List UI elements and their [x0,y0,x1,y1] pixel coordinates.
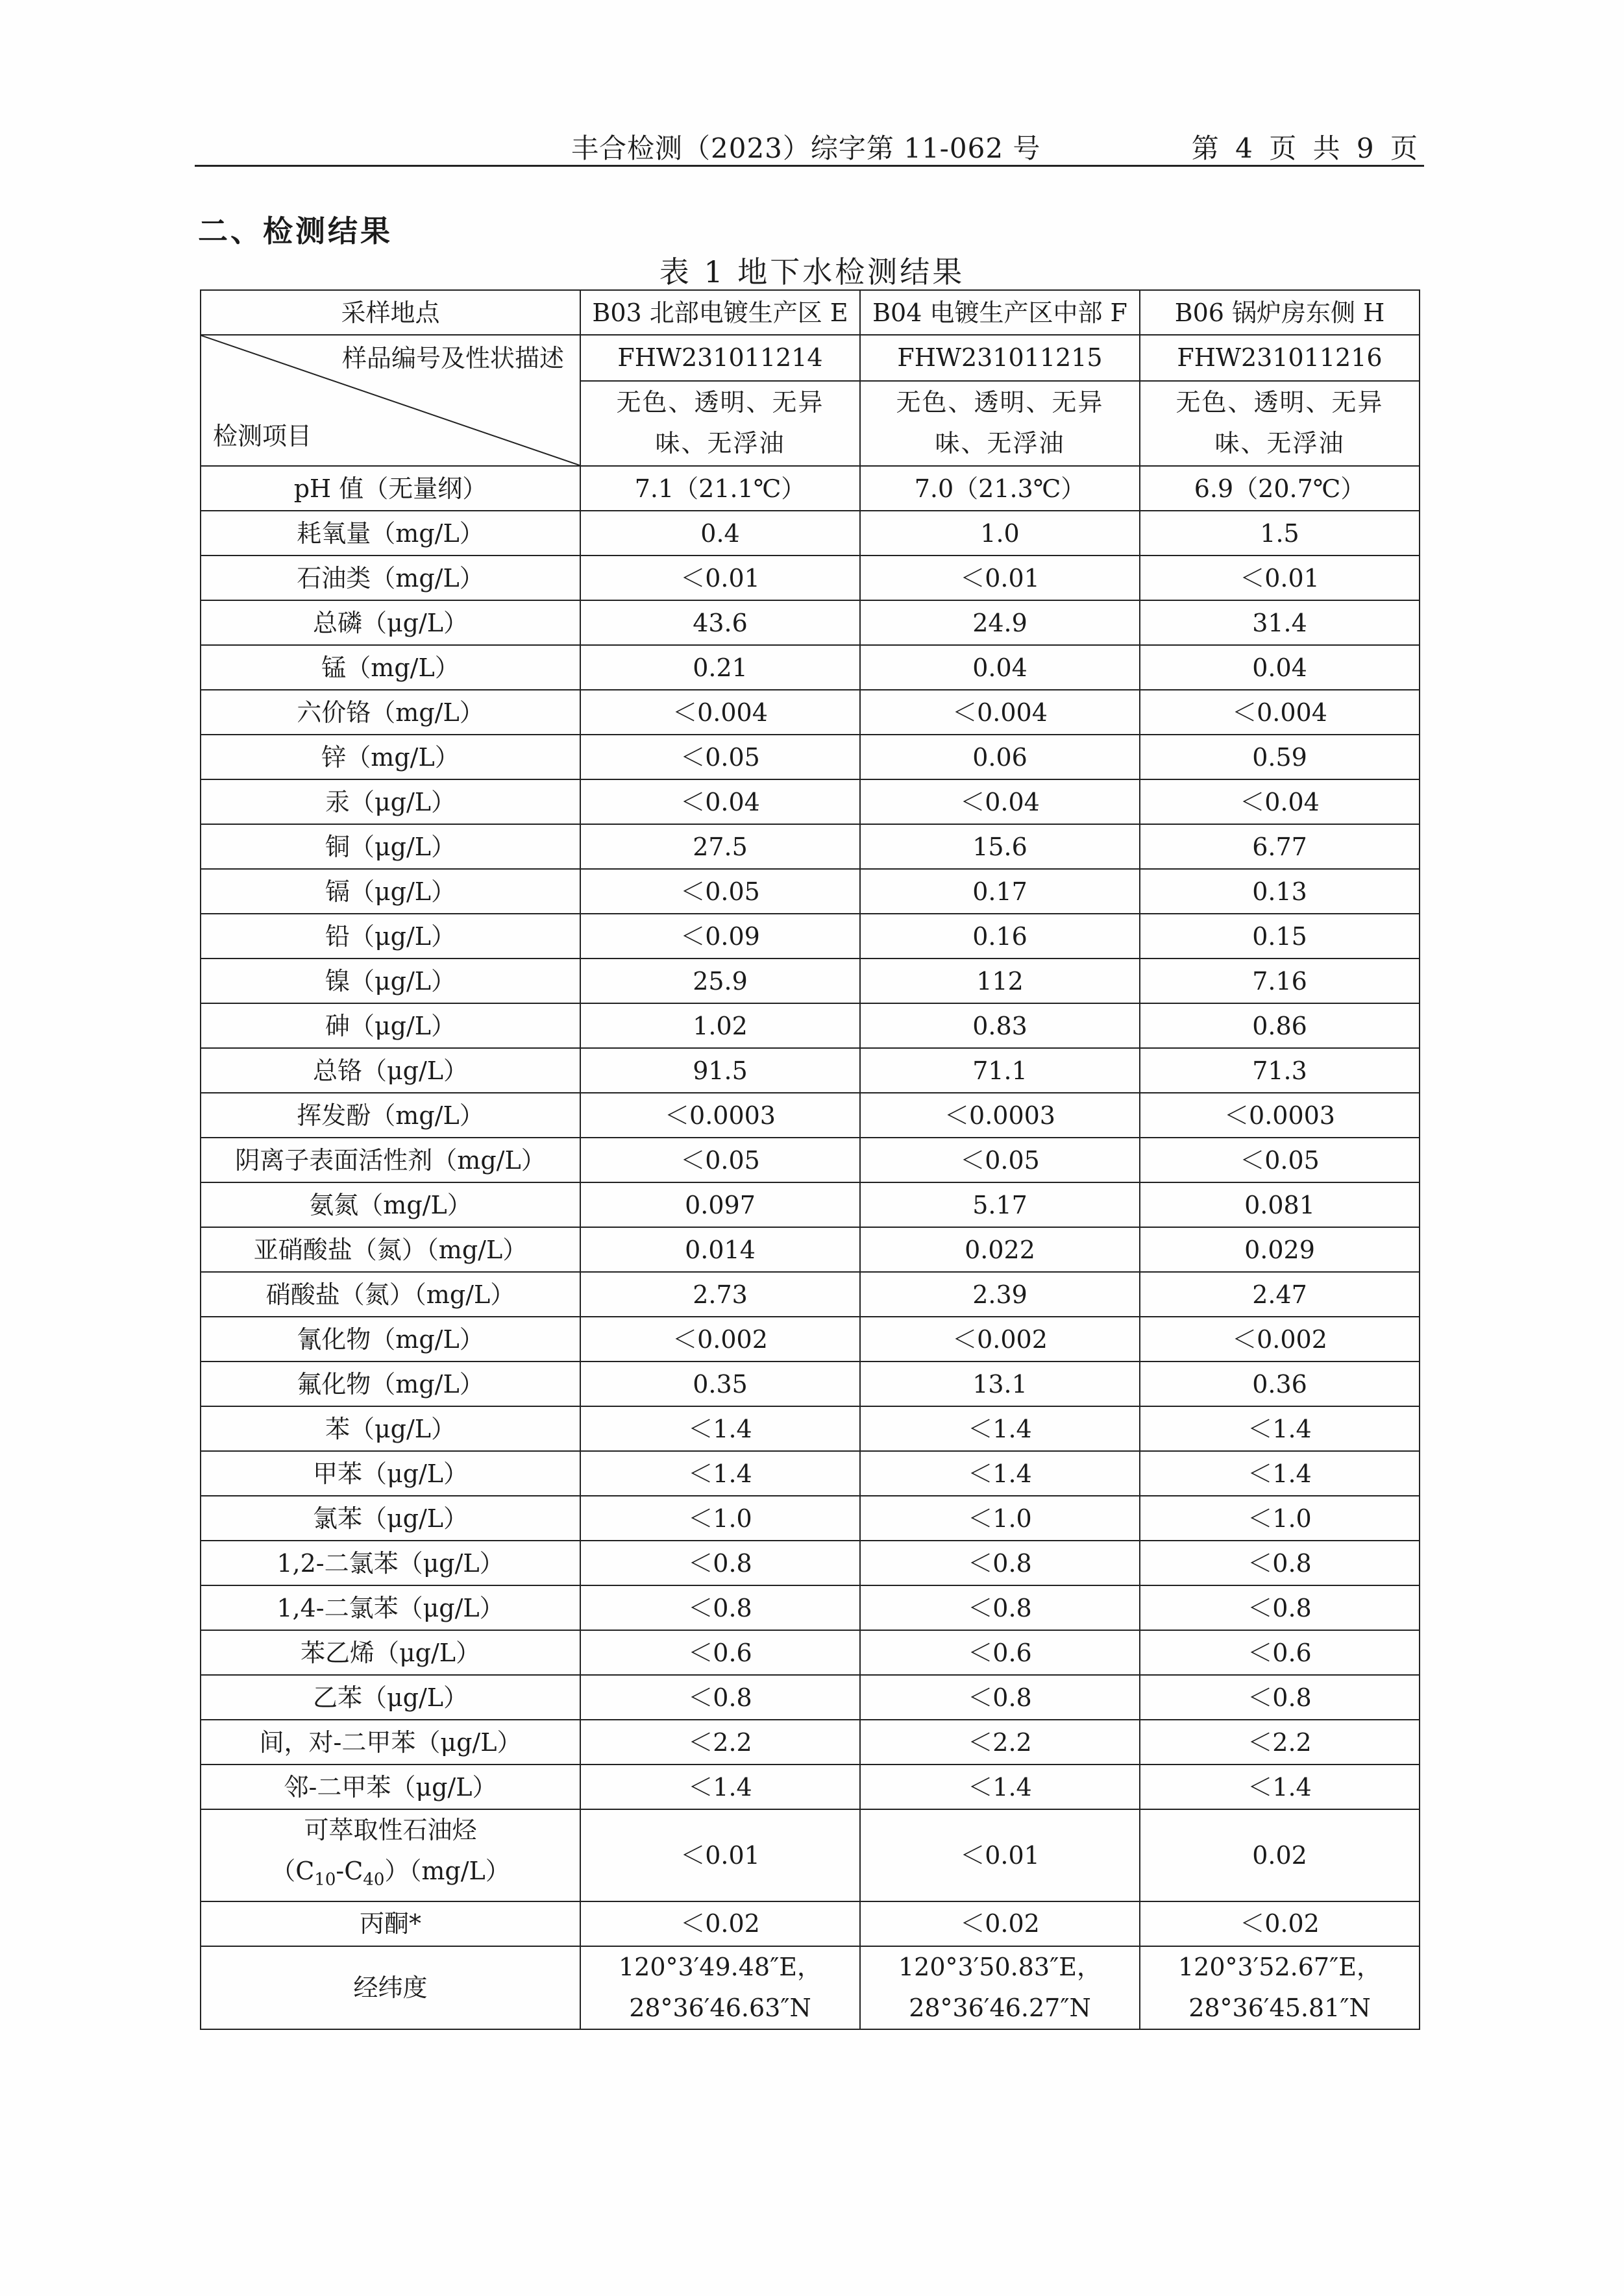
latitude: 28°36′46.63″N [629,1993,811,2022]
result-value: ＜2.2 [860,1720,1140,1765]
result-value: ＜0.8 [860,1585,1140,1630]
result-value: ＜1.4 [580,1451,860,1496]
test-item-name: 镍（μg/L） [201,959,580,1003]
table-row [201,1272,1420,1317]
table-row-acetone [201,1901,1420,1946]
subscript: 40 [363,1870,385,1890]
result-value: 0.02 [1140,1809,1420,1901]
test-item-name: 石油类（mg/L） [201,556,580,600]
result-value: ＜0.8 [1140,1585,1420,1630]
item-line1: 可萃取性石油烃 [304,1816,477,1844]
result-value: ＜0.004 [860,690,1140,735]
test-item-name: 苯（μg/L） [201,1406,580,1451]
test-item-name: 锰（mg/L） [201,645,580,690]
item-line2 [205,1851,576,1901]
table-row [201,645,1420,690]
results-table [200,289,1420,2030]
result-value: 0.022 [860,1227,1140,1272]
sampling-site-label: 采样地点 [201,290,580,335]
subscript: 10 [314,1870,336,1890]
result-value: ＜1.4 [580,1765,860,1809]
result-value: 25.9 [580,959,860,1003]
test-item-name: 总磷（μg/L） [201,600,580,645]
result-value: ＜0.01 [580,1809,860,1901]
result-value: 24.9 [860,600,1140,645]
test-item-name: 经纬度 [201,1946,580,2029]
result-value: 43.6 [580,600,860,645]
result-value: ＜1.0 [860,1496,1140,1541]
result-value: 0.097 [580,1182,860,1227]
test-item-name: 间，对-二甲苯（μg/L） [201,1720,580,1765]
table-row [201,1093,1420,1138]
table-row [201,1451,1420,1496]
test-item-name: 氟化物（mg/L） [201,1362,580,1406]
table-title: 表 1 地下水检测结果 [659,254,965,289]
table-row [201,1675,1420,1720]
result-value: 0.014 [580,1227,860,1272]
result-value: ＜1.4 [860,1765,1140,1809]
result-value: ＜1.4 [1140,1765,1420,1809]
coordinate-value [1140,1946,1420,2029]
table-row [201,869,1420,914]
test-item-name: 邻-二甲苯（μg/L） [201,1765,580,1809]
test-item-name: 铅（μg/L） [201,914,580,959]
table-row [201,1496,1420,1541]
result-value: 91.5 [580,1048,860,1093]
result-value: ＜0.01 [860,1809,1140,1901]
test-item-name: 锌（mg/L） [201,735,580,779]
result-value: 7.1（21.1℃） [580,466,860,511]
result-value: 6.9（20.7℃） [1140,466,1420,511]
result-value: ＜0.01 [1140,556,1420,600]
table-row [201,600,1420,645]
result-value: ＜0.05 [580,869,860,914]
result-value: 71.1 [860,1048,1140,1093]
table-row [201,959,1420,1003]
result-value: 2.47 [1140,1272,1420,1317]
result-value: ＜2.2 [1140,1720,1420,1765]
text-part: ）（mg/L） [384,1857,510,1885]
table-row [201,1048,1420,1093]
table-row [201,824,1420,869]
table-row [201,1585,1420,1630]
result-value: ＜0.05 [580,1138,860,1182]
text-part: （C [271,1857,315,1885]
result-value: ＜0.004 [580,690,860,735]
table-row [201,511,1420,556]
result-value: 0.59 [1140,735,1420,779]
table-row [201,1765,1420,1809]
result-value: 1.0 [860,511,1140,556]
test-item-name: 阴离子表面活性剂（mg/L） [201,1138,580,1182]
result-value: 27.5 [580,824,860,869]
result-value: ＜0.8 [1140,1675,1420,1720]
result-value: ＜1.4 [860,1451,1140,1496]
text-part: -C [336,1857,363,1885]
result-value: ＜0.02 [860,1901,1140,1946]
test-item-name [201,1809,580,1901]
sample-description: 无色、透明、无异味、无浮油 [580,381,860,466]
test-item-name: 氯苯（μg/L） [201,1496,580,1541]
result-value: ＜0.04 [860,779,1140,824]
result-value: 1.02 [580,1003,860,1048]
result-value: ＜0.05 [580,735,860,779]
result-value: 0.081 [1140,1182,1420,1227]
result-value: ＜0.0003 [1140,1093,1420,1138]
test-item-name: 挥发酚（mg/L） [201,1093,580,1138]
result-value: ＜0.8 [1140,1541,1420,1585]
sample-id: FHW231011214 [580,335,860,381]
table-row [201,1227,1420,1272]
table-row [201,466,1420,511]
site-name: B06 锅炉房东侧 H [1140,290,1420,335]
result-value: ＜2.2 [580,1720,860,1765]
result-value: ＜0.6 [1140,1630,1420,1675]
diagonal-header-cell [201,335,580,466]
table-row [201,779,1420,824]
document-number: 丰合检测（2023）综字第 11-062 号 [571,132,1041,164]
result-value: ＜0.8 [580,1675,860,1720]
test-item-name: pH 值（无量纲） [201,466,580,511]
result-value: 0.21 [580,645,860,690]
table-row [201,556,1420,600]
section-heading: 二、检测结果 [198,214,393,249]
result-value: 0.13 [1140,869,1420,914]
table-row [201,1138,1420,1182]
result-value: 0.029 [1140,1227,1420,1272]
test-item-name: 亚硝酸盐（氮）（mg/L） [201,1227,580,1272]
result-value: ＜0.002 [1140,1317,1420,1362]
test-item-name: 铜（μg/L） [201,824,580,869]
result-value: 13.1 [860,1362,1140,1406]
result-value: 7.16 [1140,959,1420,1003]
test-item-name: 耗氧量（mg/L） [201,511,580,556]
result-value: ＜0.8 [860,1675,1140,1720]
result-value: 0.35 [580,1362,860,1406]
table-row [201,1182,1420,1227]
test-item-name: 砷（μg/L） [201,1003,580,1048]
table-row [201,735,1420,779]
result-value: 0.15 [1140,914,1420,959]
table-row [201,690,1420,735]
result-value: ＜0.02 [1140,1901,1420,1946]
coordinate-value [860,1946,1140,2029]
site-name: B03 北部电镀生产区 E [580,290,860,335]
test-item-name: 六价铬（mg/L） [201,690,580,735]
test-item-name: 乙苯（μg/L） [201,1675,580,1720]
result-value: ＜1.4 [1140,1406,1420,1451]
test-item-name: 镉（μg/L） [201,869,580,914]
table-row [201,1541,1420,1585]
result-value: ＜1.4 [580,1406,860,1451]
table-row [201,1406,1420,1451]
table-row [201,914,1420,959]
sample-id: FHW231011215 [860,335,1140,381]
longitude: 120°3′49.48″E， [618,1952,822,1981]
longitude: 120°3′50.83″E， [898,1952,1102,1981]
sample-description: 无色、透明、无异味、无浮油 [860,381,1140,466]
latitude: 28°36′45.81″N [1188,1993,1371,2022]
result-value: ＜1.0 [1140,1496,1420,1541]
result-value: 2.73 [580,1272,860,1317]
table-row [201,1003,1420,1048]
test-item-name: 汞（μg/L） [201,779,580,824]
test-item-label: 检测项目 [213,422,312,450]
page-number: 第 4 页 共 9 页 [1191,132,1421,164]
test-item-name: 氨氮（mg/L） [201,1182,580,1227]
result-value: ＜0.6 [580,1630,860,1675]
test-item-name: 1,4-二氯苯（μg/L） [201,1585,580,1630]
result-value: ＜0.8 [580,1541,860,1585]
result-value: ＜1.0 [580,1496,860,1541]
result-value: 0.04 [1140,645,1420,690]
result-value: ＜0.8 [860,1541,1140,1585]
result-value: 0.83 [860,1003,1140,1048]
test-item-name: 硝酸盐（氮）（mg/L） [201,1272,580,1317]
header-rule [195,165,1424,167]
table-row-sites [201,290,1420,335]
sample-id: FHW231011216 [1140,335,1420,381]
result-value: ＜0.04 [1140,779,1420,824]
result-value: ＜0.05 [1140,1138,1420,1182]
table-row-petroleum [201,1809,1420,1901]
result-value: ＜0.0003 [580,1093,860,1138]
test-item-name: 1,2-二氯苯（μg/L） [201,1541,580,1585]
result-value: ＜0.002 [580,1317,860,1362]
result-value: ＜0.02 [580,1901,860,1946]
result-value: 71.3 [1140,1048,1420,1093]
result-value: ＜0.8 [580,1585,860,1630]
result-value: 0.16 [860,914,1140,959]
result-value: 1.5 [1140,511,1420,556]
sample-description: 无色、透明、无异味、无浮油 [1140,381,1420,466]
result-value: 0.36 [1140,1362,1420,1406]
result-value: ＜0.6 [860,1630,1140,1675]
result-value: ＜0.0003 [860,1093,1140,1138]
result-value: ＜0.09 [580,914,860,959]
latitude: 28°36′46.27″N [909,1993,1091,2022]
sample-id-label: 样品编号及性状描述 [341,344,564,372]
result-value: 2.39 [860,1272,1140,1317]
table-row [201,1720,1420,1765]
longitude: 120°3′52.67″E， [1177,1952,1382,1981]
result-value: 112 [860,959,1140,1003]
table-row-coordinates [201,1946,1420,2029]
result-value: ＜0.01 [580,556,860,600]
site-name: B04 电镀生产区中部 F [860,290,1140,335]
result-value: 6.77 [1140,824,1420,869]
result-value: 0.04 [860,645,1140,690]
table-row [201,1630,1420,1675]
test-item-name: 总铬（μg/L） [201,1048,580,1093]
coordinate-value [580,1946,860,2029]
table-row [201,1317,1420,1362]
test-item-name: 丙酮* [201,1901,580,1946]
result-value: ＜0.01 [860,556,1140,600]
result-value: 0.17 [860,869,1140,914]
result-value: 7.0（21.3℃） [860,466,1140,511]
table-row [201,1362,1420,1406]
result-value: ＜0.05 [860,1138,1140,1182]
test-item-name: 氰化物（mg/L） [201,1317,580,1362]
test-item-name: 苯乙烯（μg/L） [201,1630,580,1675]
result-value: ＜0.002 [860,1317,1140,1362]
result-value: ＜0.04 [580,779,860,824]
result-value: ＜1.4 [1140,1451,1420,1496]
test-item-name: 甲苯（μg/L） [201,1451,580,1496]
result-value: 0.06 [860,735,1140,779]
result-value: ＜1.4 [860,1406,1140,1451]
table-row-sample-ids [201,335,1420,381]
result-value: 0.4 [580,511,860,556]
result-value: 31.4 [1140,600,1420,645]
result-value: 15.6 [860,824,1140,869]
result-value: ＜0.004 [1140,690,1420,735]
result-value: 5.17 [860,1182,1140,1227]
result-value: 0.86 [1140,1003,1420,1048]
